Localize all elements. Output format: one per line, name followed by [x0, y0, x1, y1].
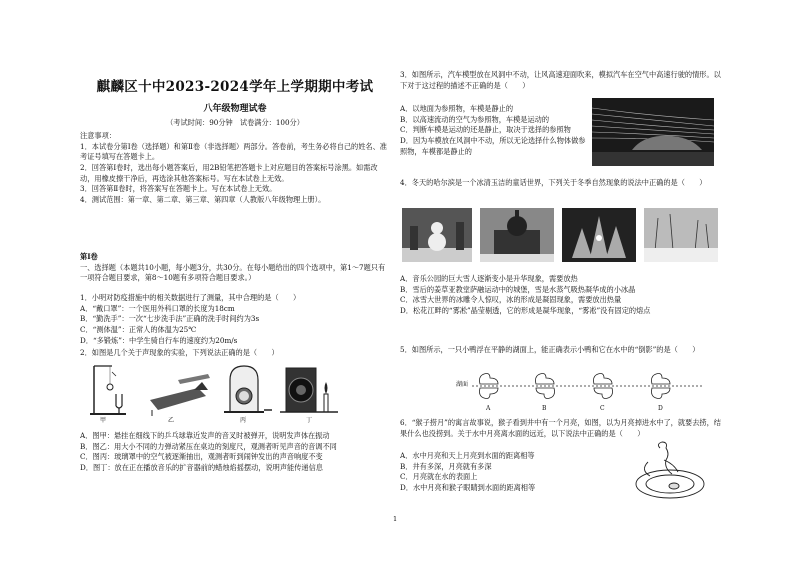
- q2-option-d: D．图丁：放在正在播放音乐的扩音器前的蜡烛焰摇摆动，说明声能传递信息: [80, 462, 323, 472]
- q5-lake-label: 湖面: [456, 381, 469, 388]
- q3-option-a: A．以地面为参照物，车模是静止的: [400, 104, 514, 113]
- q5-caption-a: A: [486, 405, 491, 412]
- q2-options: [80, 431, 390, 474]
- part1-instruction: 一、选择题（本题共10小题，每小题3分，共30分。在每小题给出的四个选项中，第1～7题只有一项符合题目要求，第8～10题有多项符合题目要求。）: [80, 262, 386, 283]
- q2-caption-jia: 甲: [100, 417, 107, 424]
- q1-option-b: B．“勤洗手”：一次“七步洗手法”正确的洗手时间约为3s: [80, 314, 260, 324]
- right-column: [400, 0, 722, 561]
- question-1: [80, 293, 390, 346]
- q3-option-d: D．因为车模放在风洞中不动，所以无论选择什么物体做参照物，车模都是静止的: [400, 135, 586, 156]
- q2-option-b: B．图乙：用大小不同的力弹动紧压在桌边的刻度尺，观测者听见声音的音调不同: [80, 441, 337, 451]
- monkey-well-figure: [620, 440, 716, 506]
- ruler-icon: [150, 374, 210, 416]
- q3-stem: 3．如图所示，汽车模型放在风洞中不动，让风高速迎面吹来，模拟汽车在空气中高速行驶的情形。以下对于这过程的描述不正确的是（ ）: [400, 70, 721, 90]
- q2-caption-bing: 丙: [240, 417, 247, 424]
- page-number: 1: [393, 515, 398, 523]
- q6-option-d: D．水中月亮和猴子眼睛到水面的距离相等: [400, 482, 536, 492]
- q2-stem: 2．如图是几个关于声现象的实验，下列说法正确的是（ ）: [80, 348, 279, 357]
- q1-option-a: A．“戴口罩”：一个医用外科口罩的长度为18cm: [80, 303, 235, 313]
- notice-item: 1．本试卷分第Ⅰ卷（选择题）和第Ⅱ卷（非选择题）两部分。答卷前，考生务必将自己的姓名、准考证号填写在答题卡上。: [80, 141, 387, 162]
- q4-options: [400, 274, 722, 317]
- q2-figure: [90, 360, 340, 418]
- bell-jar-icon: [224, 366, 272, 412]
- q5-caption-c: C: [600, 405, 605, 412]
- notice-item: 4．测试范围：第一章、第二章、第三章、第四章（人教版八年级物理上册）。: [80, 194, 326, 204]
- notice-section: [80, 131, 390, 206]
- q4-photo-row: [402, 208, 718, 262]
- snowman-photo: [402, 208, 472, 262]
- rime-photo: [644, 208, 718, 262]
- church-photo: [480, 208, 554, 262]
- q4-option-d: D．松花江畔的“雾凇”晶莹剔透，它的形成是凝华现象，“雾凇”没有固定的熔点: [400, 305, 651, 315]
- monkey-icon: [658, 442, 672, 474]
- q6-option-a: A．水中月亮和天上月亮到水面的距离相等: [400, 451, 535, 460]
- q5-caption-b: B: [542, 405, 547, 412]
- q3-option-c: C．判断车模是运动的还是静止，取决于选择的参照物: [400, 125, 571, 135]
- q1-stem: 1．小明对防疫措施中的相关数据进行了测量，其中合理的是（ ）: [80, 293, 301, 302]
- q1-option-c: C．“测体温”：正常人的体温为25℃: [80, 324, 197, 334]
- notice-item: 3．回答第Ⅱ卷时，将答案写在答题卡上。写在本试卷上无效。: [80, 184, 277, 194]
- q4-option-b: B．雪后的姜草亚教堂萨融运动中的城堡，雪是水蒸气吸热凝华成的小冰晶: [400, 284, 636, 294]
- exam-meta: （考试时间：90分钟 试卷满分：100分）: [166, 118, 304, 127]
- q5-caption-d: D: [658, 405, 663, 412]
- part1-heading: 第Ⅰ卷: [80, 252, 98, 261]
- speaker-icon: [280, 368, 338, 412]
- wind-tunnel-photo: [592, 98, 714, 166]
- q5-stem: 5．如图所示，一只小鸭浮在平静的湖面上，能正确表示小鸭和它在水中的“倒影”的是（ ）: [400, 345, 700, 354]
- q6-option-c: C．月亮就在水的表面上: [400, 472, 478, 482]
- q6-stem: 6．“猴子捞月”的寓言故事说，猴子看到井中有一个月亮，如图，以为月亮掉进水中了，就要去捞，结果什么也没捞到。关于水中月亮离水面的远近，以下说法中正确的是（ ）: [400, 418, 721, 438]
- q6-options: [400, 451, 610, 494]
- q1-option-d: D．“多锻炼”：中学生骑自行车的速度约为20m/s: [80, 335, 238, 345]
- ice-sculpture-photo: [562, 208, 636, 262]
- notice-heading: 注意事项：: [80, 131, 116, 140]
- notice-item: 2．回答第Ⅰ卷时，选出每小题答案后，用2B铅笔把答题卡上对应题目的答案标号涂黑。如需改动，用橡皮擦干净后，再选涂其他答案标号。写在本试卷上无效。: [80, 162, 378, 183]
- q2-option-c: C．图丙：玻璃罩中的空气被逐渐抽出，观测者听到闹钟发出的声音响度不变: [80, 452, 323, 462]
- q2-caption-yi: 乙: [168, 417, 175, 424]
- q2-option-a: A．图甲：悬挂在细线下的乒乓球靠近发声的音叉时被弹开，说明发声体在振动: [80, 431, 330, 440]
- q5-figure: [472, 366, 702, 408]
- left-column: [80, 0, 390, 561]
- exam-title: 麒麟区十中2023-2024学年上学期期中考试: [96, 79, 374, 95]
- exam-subtitle: 八年级物理试卷: [203, 104, 267, 114]
- part1-section: [80, 252, 390, 284]
- q2-caption-ding: 丁: [306, 417, 313, 424]
- q6-option-b: B．井有多深，月亮就有多深: [400, 461, 492, 471]
- q4-option-a: A．音乐公园的巨大雪人逐渐变小是升华现象，需要放热: [400, 274, 578, 283]
- moon-reflection-icon: [669, 483, 679, 489]
- q3-options: [400, 104, 586, 157]
- q4-option-c: C．冰雪大世界的冰雕令人惊叹，冰的形成是凝固现象，需要放出热量: [400, 295, 622, 305]
- q3-option-b: B．以高速流动的空气为参照物，车模是运动的: [400, 114, 550, 124]
- q4-stem: 4．冬天的哈尔滨是一个冰清玉洁的童话世界，下列关于冬季自然现象的说法中正确的是（ ）: [400, 178, 707, 187]
- tuning-fork-icon: [90, 366, 126, 414]
